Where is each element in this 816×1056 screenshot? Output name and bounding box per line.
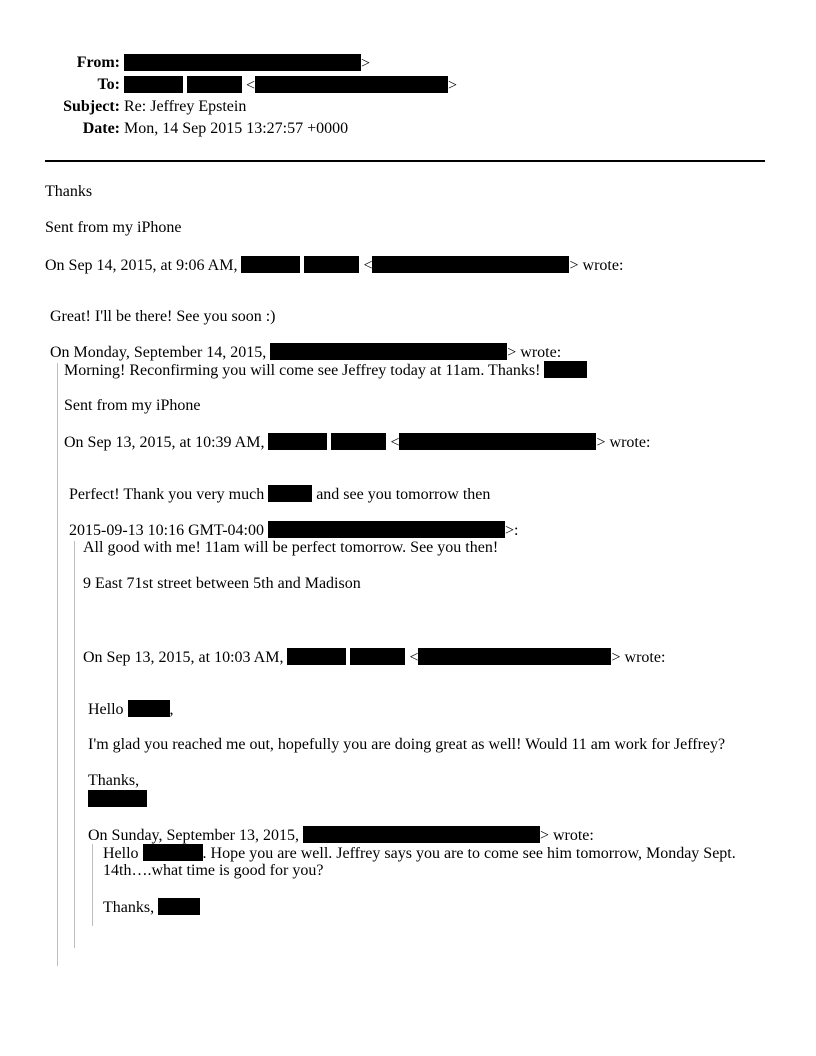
redaction (187, 76, 242, 93)
redaction (143, 844, 203, 861)
quote-attribution: On Sep 13, 2015, at 10:03 AM, < > wrote: (83, 649, 666, 666)
redaction (303, 826, 540, 843)
body-text: 14th….what time is good for you? (103, 862, 324, 879)
signature: Sent from my iPhone (64, 397, 201, 414)
signature: Sent from my iPhone (45, 219, 182, 236)
body-text: Hello . Hope you are well. Jeffrey says you are to come see him tomorrow, Monday Sept. (103, 845, 736, 862)
greeting: Hello , (88, 701, 174, 718)
quote-attribution: On Sep 13, 2015, at 10:39 AM, < > wrote: (64, 434, 651, 451)
redaction (331, 433, 386, 450)
quote-bar (92, 844, 93, 926)
header-divider (45, 160, 765, 162)
redaction (372, 256, 569, 273)
redaction (255, 76, 448, 93)
subject-label: Subject: (63, 98, 120, 115)
redaction (124, 54, 361, 71)
redaction (287, 648, 346, 665)
date-label: Date: (82, 120, 120, 137)
body-text: Thanks (45, 183, 93, 200)
closing: Thanks, (88, 772, 140, 789)
redaction (350, 648, 405, 665)
redaction (268, 433, 327, 450)
quote-bar (57, 363, 58, 966)
from-suffix: > (361, 55, 371, 72)
body-text: All good with me! 11am will be perfect tomorrow. See you then! (83, 539, 499, 556)
closing: Thanks, (103, 898, 200, 917)
quote-bar (74, 541, 75, 948)
signature (88, 790, 147, 809)
redaction (304, 256, 359, 273)
redaction (544, 361, 587, 378)
body-text: Morning! Reconfirming you will come see Jeffrey today at 11am. Thanks! (64, 361, 587, 380)
quote-attribution: 2015-09-13 10:16 GMT-04:00 >: (69, 522, 519, 539)
redaction (158, 898, 200, 915)
redaction (270, 343, 507, 360)
date-value: Mon, 14 Sep 2015 13:27:57 +0000 (124, 120, 349, 137)
body-text: Perfect! Thank you very much and see you tomorrow then (69, 486, 491, 503)
redaction (124, 76, 183, 93)
body-text: Great! I'll be there! See you soon :) (50, 308, 276, 325)
redaction (268, 521, 505, 538)
redaction (399, 433, 596, 450)
to-label: To: (97, 76, 120, 93)
redaction (88, 790, 147, 807)
redaction (268, 485, 312, 502)
quote-attribution: On Sep 14, 2015, at 9:06 AM, < > wrote: (45, 257, 624, 274)
redaction (418, 648, 611, 665)
quote-attribution: On Monday, September 14, 2015, > wrote: (50, 344, 562, 361)
body-text: I'm glad you reached me out, hopefully you are doing great as well! Would 11 am work for Jeffrey? (88, 736, 726, 753)
from-label: From: (76, 54, 120, 71)
address-text: 9 East 71st street between 5th and Madison (83, 575, 361, 592)
redaction (241, 256, 300, 273)
quote-attribution: On Sunday, September 13, 2015, > wrote: (88, 827, 594, 844)
subject-value: Re: Jeffrey Epstein (124, 98, 247, 115)
redaction (128, 700, 170, 717)
